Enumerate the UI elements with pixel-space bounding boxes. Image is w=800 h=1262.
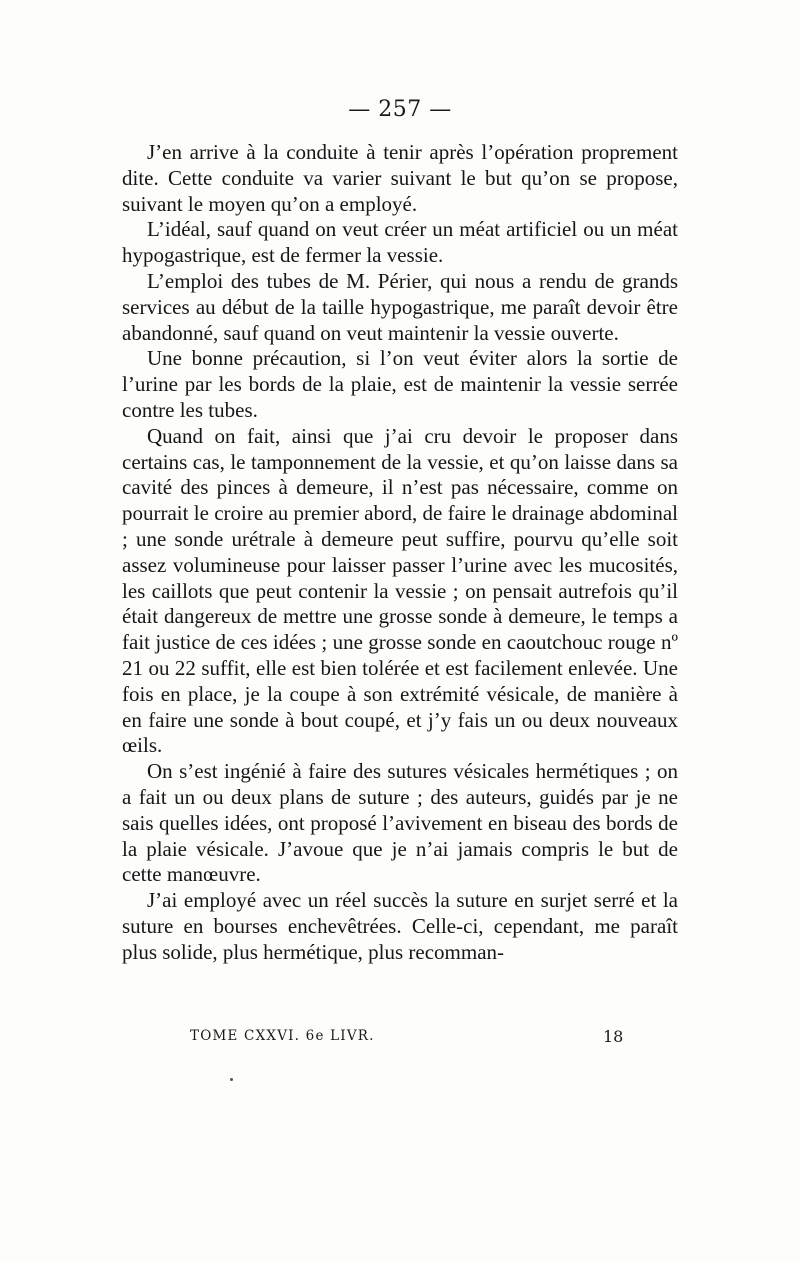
paragraph-3: L’emploi des tubes de M. Périer, qui nous a rendu de grands services au début de la taille hypogastrique, me paraît devoir être abandonné, sauf quand on veut maintenir la vessie ouverte. xyxy=(122,268,678,345)
paragraph-1: J’en arrive à la conduite à tenir après l’opération proprement dite. Cette conduite va varier suivant le but qu’on se propose, suivant le moyen qu’on a employé. xyxy=(122,140,678,216)
ink-speck xyxy=(230,1078,233,1081)
page-number: — 257 — xyxy=(348,97,452,122)
sheet-number: 18 xyxy=(603,1027,624,1046)
paragraph-6: On s’est ingénié à faire des sutures vésicales hermétiques ; on a fait un ou deux plans de suture ; des auteurs, guidés par je ne sais quelles idées, ont proposé l’avivement en biseau des bords de la plaie vésicale. J’avoue que je n’ai jamais compris le but de cette manœuvre. xyxy=(122,759,678,887)
body-text xyxy=(122,140,678,966)
paragraph-7: J’ai employé avec un réel succès la suture en surjet serré et la suture en bourses enchevêtrées. Celle-ci, cependant, me paraît plus solide, plus hermétique, plus recomman- xyxy=(122,888,678,964)
paragraph-4: Une bonne précaution, si l’on veut éviter alors la sortie de l’urine par les bords de la plaie, est de maintenir la vessie serrée contre les tubes. xyxy=(122,346,678,422)
paragraph-2: L’idéal, sauf quand on veut créer un méat artificiel ou un méat hypogastrique, est de fermer la vessie. xyxy=(122,217,678,268)
paragraph-5: Quand on fait, ainsi que j’ai cru devoir le proposer dans certains cas, le tamponnement de la vessie, et qu’on laisse dans sa cavité des pinces à demeure, il n’est pas nécessaire, comme on pourrait le croire au premier abord, de faire le drainage abdominal ; une sonde urétrale à demeure peut suffire, pourvu qu’elle soit assez volumineuse pour laisser passer l’urine avec les mucosités, les caillots que peut contenir la vessie ; on pensait autrefois qu’il était dangereux de mettre une grosse sonde à demeure, le temps a fait justice de ces idées ; une grosse sonde en caoutchouc rouge nº 21 ou 22 suffit, elle est bien tolérée et est facilement enlevée. Une fois en place, je la coupe à son extrémité vésicale, de manière à en faire une sonde à bout coupé, et j’y fais un ou deux nouveaux œils. xyxy=(122,423,678,758)
signature-mark: TOME CXXVI. 6e LIVR. xyxy=(190,1028,375,1044)
